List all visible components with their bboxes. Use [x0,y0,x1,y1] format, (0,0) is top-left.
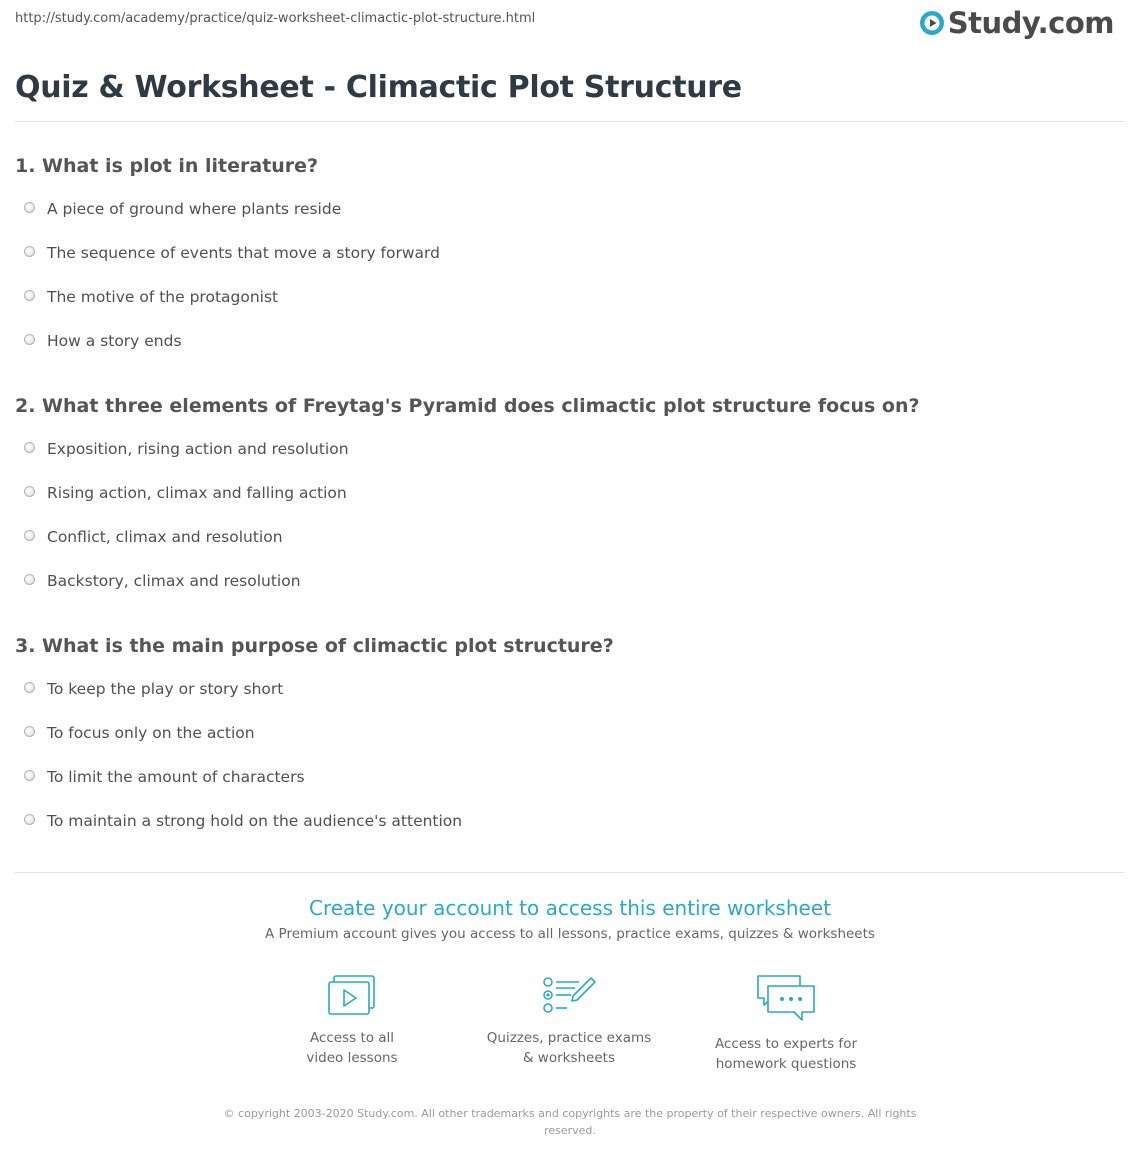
radio-button[interactable] [24,246,35,257]
feature-quizzes [469,974,669,1068]
q1-choice-1[interactable] [24,200,341,218]
quiz-checklist-icon [541,974,597,1020]
choice-label: Conflict, climax and resolution [47,528,283,546]
choice-label: A piece of ground where plants reside [47,200,342,218]
q2-choice-4[interactable] [24,572,301,590]
copyright-line-2: reserved. [544,1124,596,1137]
video-lessons-icon [326,974,378,1020]
title-divider [15,121,1125,122]
q3-choice-3[interactable] [24,768,305,786]
page-url: http://study.com/academy/practice/quiz-worksheet-climactic-plot-structure.html [15,11,536,26]
feature-line-2: & worksheets [522,1050,615,1066]
choice-label: To limit the amount of characters [47,768,305,786]
q3-choice-1[interactable] [24,680,283,698]
feature-line-2: video lessons [306,1050,398,1066]
q3-choice-4[interactable] [24,812,462,830]
copyright [210,1105,930,1139]
radio-button[interactable] [24,334,35,345]
choice-label: Exposition, rising action and resolution [47,440,349,458]
chat-bubbles-icon [754,974,818,1026]
feature-line-2: homework questions [715,1056,857,1072]
radio-button[interactable] [24,726,35,737]
page-title: Quiz & Worksheet - Climactic Plot Structure [15,70,742,105]
choice-label: To keep the play or story short [47,680,284,698]
q1-choice-4[interactable] [24,332,182,350]
q3-choice-2[interactable] [24,724,255,742]
study-logo[interactable] [919,6,1114,40]
feature-experts [686,974,886,1074]
q2-choice-2[interactable] [24,484,347,502]
feature-line-1: Quizzes, practice exams [486,1030,652,1046]
feature-line-1: Access to all [309,1030,395,1046]
radio-button[interactable] [24,530,35,541]
q1-choice-2[interactable] [24,244,440,262]
cta-subtitle: A Premium account gives you access to all lessons, practice exams, quizzes & worksheets [265,926,875,942]
choice-label: The sequence of events that move a story forward [47,244,440,262]
logo-text: Study.com [947,6,1114,40]
question-3-title: 3. What is the main purpose of climactic plot structure? [15,635,614,657]
question-1-title: 1. What is plot in literature? [15,155,319,177]
radio-button[interactable] [24,442,35,453]
q2-choice-3[interactable] [24,528,283,546]
radio-button[interactable] [24,486,35,497]
create-account-link[interactable]: Create your account to access this entire worksheet [309,896,831,920]
radio-button[interactable] [24,814,35,825]
radio-button[interactable] [24,290,35,301]
choice-label: To maintain a strong hold on the audience's attention [47,812,463,830]
choice-label: How a story ends [47,332,182,350]
choice-label: Rising action, climax and falling action [47,484,347,502]
radio-button[interactable] [24,770,35,781]
section-divider [15,872,1125,873]
radio-button[interactable] [24,574,35,585]
radio-button[interactable] [24,682,35,693]
q1-choice-3[interactable] [24,288,278,306]
feature-video-lessons [252,974,452,1068]
feature-line-1: Access to experts for [714,1036,857,1052]
choice-label: The motive of the protagonist [47,288,279,306]
play-circle-logo-icon [919,10,945,36]
q2-choice-1[interactable] [24,440,349,458]
question-2-title: 2. What three elements of Freytag's Pyramid does climactic plot structure focus on? [15,395,920,417]
radio-button[interactable] [24,202,35,213]
choice-label: To focus only on the action [47,724,255,742]
copyright-line-1: © copyright 2003-2020 Study.com. All other trademarks and copyrights are the property of their respective owners. All rights [223,1107,917,1120]
choice-label: Backstory, climax and resolution [47,572,301,590]
